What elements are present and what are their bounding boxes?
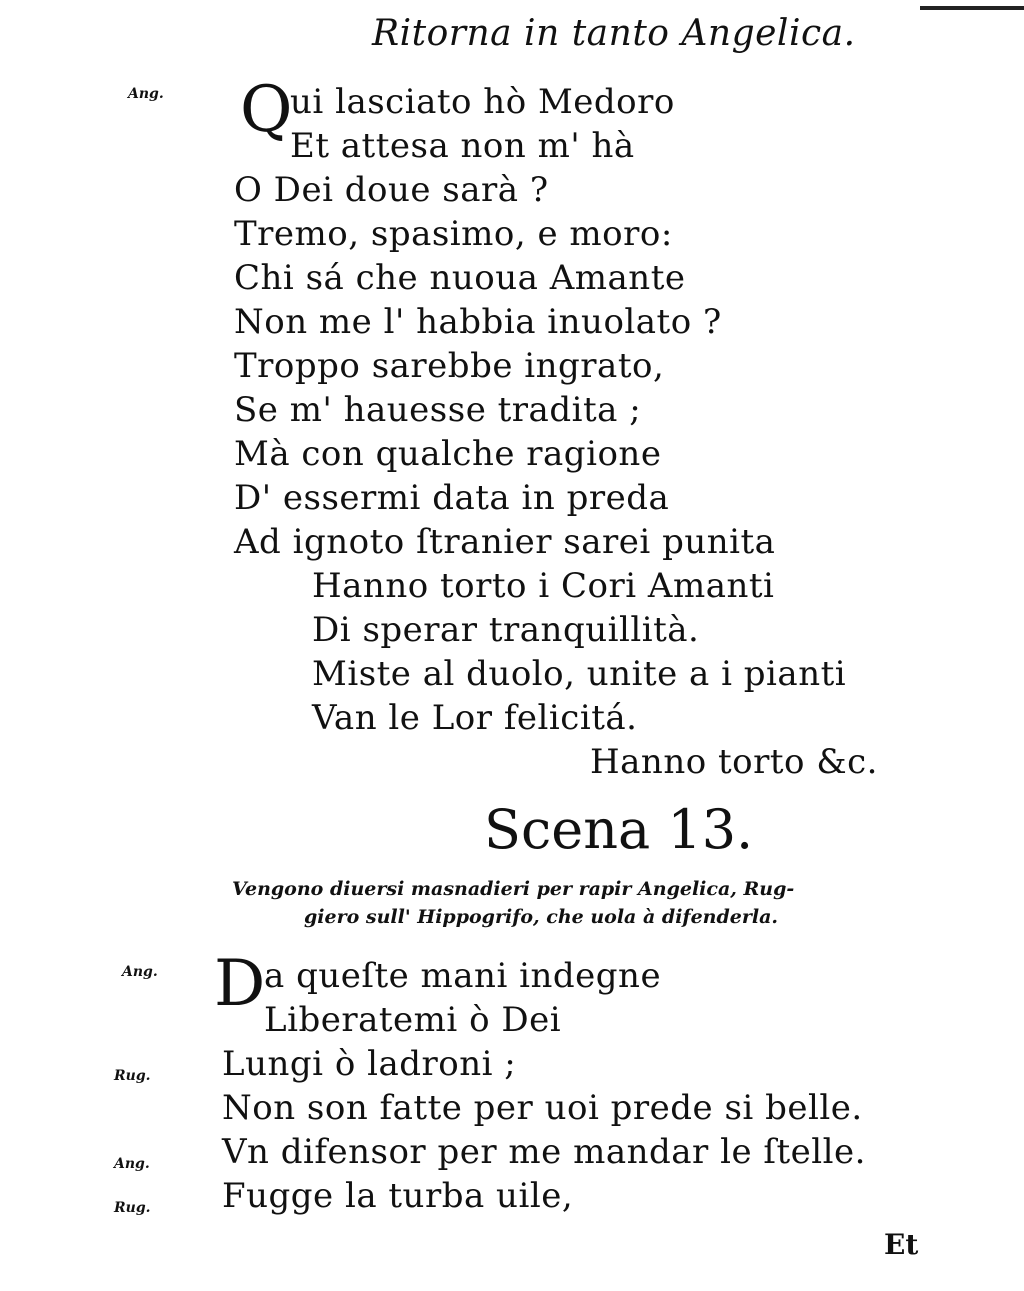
speaker-label: Rug. <box>114 1200 151 1216</box>
drop-cap: D <box>214 947 266 1021</box>
verse-line: Non me l' habbia inuolato ? <box>234 302 722 342</box>
verse-line: Chi sá che nuoua Amante <box>234 258 686 298</box>
stage-direction: giero sull' Hippogrifo, che uola à difenderla. <box>304 906 779 928</box>
page-edge <box>0 0 1024 10</box>
verse-line: Et attesa non m' hà <box>290 126 635 166</box>
verse-line: Hanno torto &c. <box>590 742 878 782</box>
speaker-label: Ang. <box>122 964 158 980</box>
speaker-label: Ang. <box>128 86 164 102</box>
verse-line: Mà con qualche ragione <box>234 434 662 474</box>
verse-line: O Dei doue sarà ? <box>234 170 549 210</box>
verse-line: Miste al duolo, unite a i pianti <box>312 654 847 694</box>
verse-line: Liberatemi ò Dei <box>264 1000 562 1040</box>
verse-line: Vn difensor per me mandar le ſtelle. <box>222 1132 866 1172</box>
catchword: Et <box>884 1228 919 1261</box>
verse-line: Non son fatte per uoi prede si belle. <box>222 1088 863 1128</box>
verse-line: a queſte mani indegne <box>264 956 662 996</box>
speaker-label: Ang. <box>114 1156 150 1172</box>
drop-cap: Q <box>240 73 293 147</box>
verse-line: Ad ignoto ſtranier sarei punita <box>234 522 776 562</box>
verse-line: Se m' hauesse tradita ; <box>234 390 642 430</box>
verse-line: Hanno torto i Cori Amanti <box>312 566 775 606</box>
verse-line: Tremo, spasimo, e moro: <box>234 214 673 254</box>
verse-line: D' essermi data in preda <box>234 478 670 518</box>
verse-line: ui lasciato hò Medoro <box>290 82 675 122</box>
verse-line: Di sperar tranquillità. <box>312 610 700 650</box>
verse-line: Lungi ò ladroni ; <box>222 1044 517 1084</box>
verse-line: Van le Lor felicitá. <box>312 698 638 738</box>
scene-heading: Scena 13. <box>484 798 754 861</box>
speaker-label: Rug. <box>114 1068 151 1084</box>
verse-line: Fugge la turba uile, <box>222 1176 574 1216</box>
verse-line: Troppo sarebbe ingrato, <box>234 346 665 386</box>
stage-direction: Vengono diuersi masnadieri per rapir Angelica, Rug- <box>232 878 795 900</box>
running-header: Ritorna in tanto Angelica. <box>372 13 856 54</box>
